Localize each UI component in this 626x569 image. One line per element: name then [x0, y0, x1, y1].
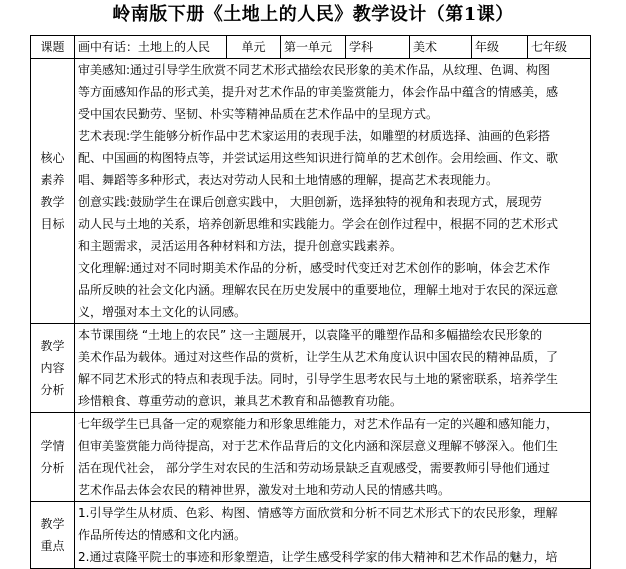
topic-value: 画中有话：土地上的人民	[75, 36, 227, 59]
document-title: 岭南版下册《土地上的人民》教学设计（第1课）	[112, 4, 514, 25]
content-analysis-label: 教学 内容 分析	[31, 324, 75, 413]
topic-label: 课题	[31, 36, 75, 59]
subject-value: 美术	[410, 36, 472, 59]
student-analysis-row	[31, 413, 591, 502]
student-analysis-content: 七年级学生已具备一定的观察能力和形象思维能力，对艺术作品有一定的兴趣和感知能力， 但审美鉴赏能力尚待提高，对于艺术作品背后的文化内涵和深层意义理解不够深入。他们生 活在现代社会， 部分学生对农民的生活和劳动场景缺乏直观感受，需要教师引导他们通过 艺术作品去体会农民的精神世界，激发对土地和劳动人民的情感共鸣。	[75, 413, 591, 502]
core-literacy-row	[31, 59, 591, 324]
subject-label: 学科	[346, 36, 410, 59]
core-literacy-label: 核心 素养 教学 目标	[31, 59, 75, 324]
grade-value: 七年级	[528, 36, 591, 59]
lesson-plan-table	[30, 35, 591, 569]
content-analysis-content: 本节课围绕 “土地上的农民” 这一主题展开，以袁隆平的雕塑作品和多幅描绘农民形象的 美术作品为载体。通过对这些作品的赏析，让学生从艺术角度认识中国农民的精神品质，了 解不同艺术形式的特点和表现手法。同时，引导学生思考农民与土地的紧密联系，培养学生 珍惜粮食、尊重劳动的意识，兼具艺术教育和品德教育功能。	[75, 324, 591, 413]
unit-value: 第一单元	[281, 36, 346, 59]
core-literacy-content: 审美感知:通过引导学生欣赏不同艺术形式描绘农民形象的美术作品，从纹理、色调、构图 等方面感知作品的形式美，提升对艺术作品的审美鉴赏能力，体会作品中蕴含的情感美，感 受中国农民勤劳、坚韧、朴实等精神品质在艺术作品中的呈现方式。 艺术表现:学生能够分析作品中艺术家运用的表现手法，如雕塑的材质选择、油画的色彩搭 配、中国画的构图特点等，并尝试运用这些知识进行简单的艺术创作。会用绘画、作文、歌 唱、舞蹈等多种形式，表达对劳动人民和土地情感的理解，提高艺术表现能力。 创意实践:鼓励学生在课后创意实践中， 大胆创新，选择独特的视角和表现方式，展现劳 动人民与土地的关系，培养创新思维和实践能力。学会在创作过程中，根据不同的艺术形式 和主题需求，灵活运用各种材料和方法，提升创意实践素养。 文化理解:通过对不同时期美术作品的分析，感受时代变迁对艺术创作的影响，体会艺术作 品所反映的社会文化内涵。理解农民在历史发展中的重要地位，理解土地对于农民的深远意 义，增强对本土文化的认同感。	[75, 59, 591, 324]
student-analysis-label: 学情 分析	[31, 413, 75, 502]
key-points-content: 1.引导学生从材质、色彩、构图、情感等方面欣赏和分析不同艺术形式下的农民形象，理解 作品所传达的情感和文化内涵。 2.通过袁隆平院士的事迹和形象塑造，让学生感受科学家的伟大精神和艺术作品的魅力，培	[75, 502, 591, 569]
key-points-row	[31, 502, 591, 569]
content-analysis-row	[31, 324, 591, 413]
unit-label: 单元	[227, 36, 281, 59]
header-row	[31, 36, 591, 59]
key-points-label: 教学 重点	[31, 502, 75, 569]
grade-label: 年级	[472, 36, 528, 59]
